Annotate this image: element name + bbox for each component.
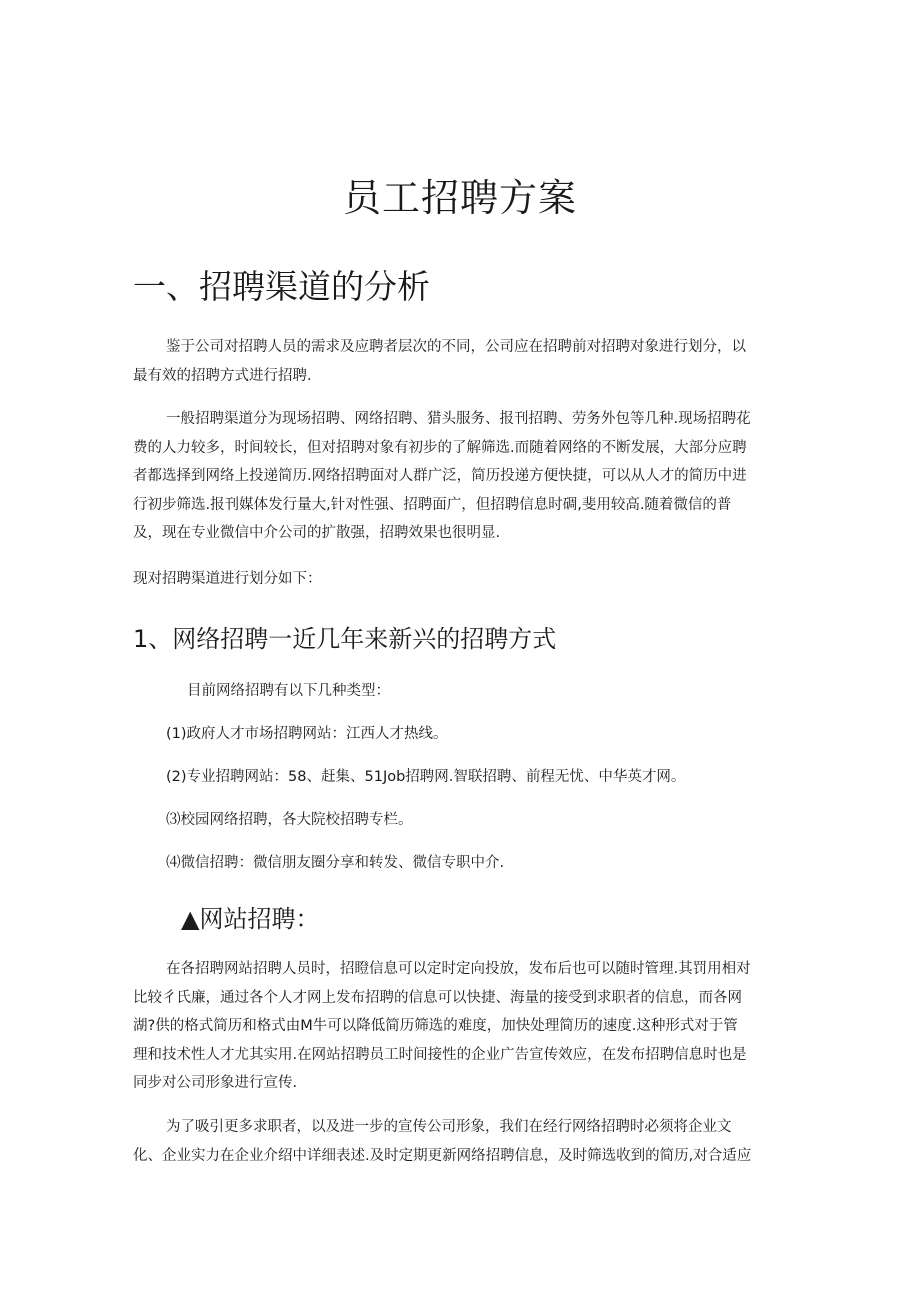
paragraph-line: 化、企业实力在企业介绍中详细表述.及时定期更新网络招聘信息，及时筛选收到的简历,对合适应 [133,1147,752,1164]
paragraph-line: 及，现在专业微信中介公司的扩散强，招聘效果也很明显. [133,525,501,542]
subsection-heading-online-recruiting: 1、网络招聘一近几年来新兴的招聘方式 [133,625,557,653]
paragraph-channels [133,405,803,548]
section-heading-channel-analysis: 一、招聘渠道的分析 [133,267,430,306]
paragraph-line: 比较彳氏廉，通过各个人才网上发布招聘的信息可以快捷、海量的接受到求职者的信息，而各网 [133,989,742,1006]
paragraph-line: 湖?供的格式简历和格式由M牛可以降低简历筛选的难度，加快处理简历的速度.这种形式对于管 [133,1018,738,1035]
list-item: (1)政府人才市场招聘网站：江西人才热线。 [166,726,448,742]
paragraph-line: 者都选择到网络上投递简历.网络招聘面对人群广泛，简历投递方便快捷，可以从人才的简历中进 [133,468,747,485]
list-item: (2)专业招聘网站：58、赶集、51Job招聘网.智联招聘、前程无忧、中华英才网。 [166,769,686,785]
paragraph-line: 为了吸引更多求职者，以及进一步的宣传公司形象，我们在经行网络招聘时必须将企业文 [166,1119,732,1135]
paragraph-line: 在各招聘网站招聘人员时，招瞪信息可以定时定向投放，发布后也可以随时管理.其罚用相对 [166,961,751,977]
document-title: 员工招聘方案 [342,176,577,220]
paragraph-line: 理和技术性人才尤其实用.在网站招聘员工时间接性的企业广告宣传效应，在发布招聘信息时也是 [133,1046,747,1063]
paragraph-division-intro: 现对招聘渠道进行划分如下： [133,571,322,587]
website-recruiting-heading: ▲网站招聘： [181,905,320,933]
paragraph-line: 行初步筛选.报刊媒体发行量大,针对性强、招聘面广，但招聘信息时碉,斐用较高.随着微信的普 [133,496,732,513]
list-intro: 目前网络招聘有以下几种类型： [187,683,390,699]
paragraph-attract-candidates [133,1113,803,1170]
paragraph-line: 鉴于公司对招聘人员的需求及应聘者层次的不同，公司应在招聘前对招聘对象进行划分，以 [166,339,746,355]
paragraph-line: 最有效的招聘方式进行招聘. [133,367,312,384]
list-item: ⑶校园网络招聘，各大院校招聘专栏。 [166,812,413,828]
list-item: ⑷微信招聘：微信朋友圈分享和转发、微信专职中介. [166,855,505,871]
paragraph-line: 同步对公司形象进行宣传. [133,1075,298,1092]
paragraph-website-recruiting [133,955,803,1098]
paragraph-line: 一般招聘渠道分为现场招聘、网络招聘、猎头服务、报刊招聘、劳务外包等几种.现场招聘花 [166,411,751,427]
paragraph-line: 费的人力较多，时间较长，但对招聘对象有初步的了解筛选.而随着网络的不断发展，大部分应聘 [133,439,747,456]
paragraph-intro [133,333,803,390]
